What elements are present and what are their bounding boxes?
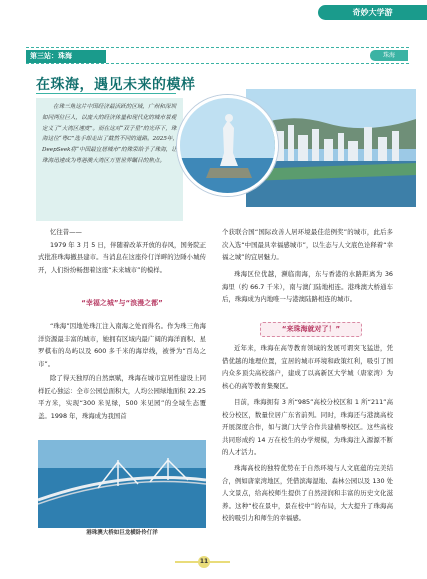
right-paragraph-3: 近年来，珠海在高等教育领域的发展可谓突飞猛进，凭借优越的地理位置，宜居的城市环境和政策红利，吸引了国内众多顶尖高校落户，建成了以高新区大学城（唐家湾）为核心的高等教育集聚区。	[222, 344, 393, 390]
right-paragraph-4: 目前，珠海拥有 3 所“985”高校分校区和 1 所“211”高校分校区，数量位居广东省前列。同时，珠海还与港澳高校开展深度合作，如与澳门大学合作共建横琴校区。这些高校共同形成约 14 万在校生的办学规模，为珠海注入源源不断的人才活力。	[222, 398, 393, 457]
article-title: 在珠海，遇见未来的模样	[36, 77, 196, 93]
left-paragraph-1: 1979 年 3 月 5 日，伴随着改革开放的春风，国务院正式批准珠海撤县建市。当消息在这座伶仃洋畔的边陲小城传开，人们纷纷畅想着这座“未来城市”的模样。	[38, 240, 206, 274]
left-paragraph-2: “珠海”因地处珠江注入南海之处而得名。作为珠三角海洋资源最丰富的城市，她拥有区域内最广阔的海洋面积、星罗棋布的岛屿以及 600 多千米的海岸线，被誉为“百岛之市”。	[38, 322, 206, 368]
page-number: 11	[198, 556, 210, 568]
intro-text: 在珠三角这片中国经济最活跃的区域，广州和深圳如同两位巨人，以庞大的经济体量和现代化的城市景观定义了“大湾区速度”。而在这对“双子星”的光环下，珠海这位“粤C”选手却走出了截然不同的道路。2025年，DeepSeek将“中国最宜居城市”的殊荣给予了珠海，让珠海迅速成为粤港澳大湾区万里世界瞩目的焦点。	[42, 104, 179, 164]
left-paragraph-lead	[38, 226, 206, 276]
right-paragraph-5: 珠海高校的独特优势在于自然环境与人文底蕴的完美结合，例如唐家湾地区，凭借滨海湿地、森林公园以及 130 处人文景点，给高校师生提供了自然浸润和丰富的历史文化滋养。这种“校在景中，景在校中”的布局，大大提升了珠海高校的吸引力和师生的幸福感。	[222, 464, 393, 523]
bridge-photo	[38, 440, 206, 528]
section-label: 第三站：珠海	[26, 50, 106, 63]
series-tag: 奇妙大学游	[318, 5, 427, 20]
section-right-tag: 珠海	[370, 50, 408, 61]
right-paragraph-1: 个获联合国“国际改善人居环境最佳范例奖”的城市，此后多次入选“中国最具幸福感城市”，以生态与人文底色诠释着“幸福之城”的宜居魅力。	[222, 228, 393, 262]
lead-phrase: 忆往昔——	[50, 228, 82, 236]
title-underline	[36, 93, 176, 94]
right-paragraph-2: 珠海区位优越，濒临南海，东与香港的水路距离为 36 海里（约 66.7 千米），南与澳门陆地相连。港珠澳大桥通车后，珠海成为内地唯一与港澳陆路相连的城市。	[222, 270, 393, 304]
statue-circle-photo	[177, 95, 278, 196]
right-subhead: “来珠海就对了！”	[260, 322, 362, 337]
bridge-photo-caption: 港珠澳大桥如巨龙横卧伶仃洋	[86, 530, 158, 536]
left-subhead: “幸福之城”与“浪漫之都”	[81, 299, 163, 307]
left-paragraph-3: 除了得天独厚的自然禀赋，珠海在城市宜居性建设上同样匠心独运：全市公园总面积大，人均公园绿地面积 22.25 平方米，实现“300 米见绿，500 米见园”的全域生态覆盖。1998 年，珠海成为我国首	[38, 374, 206, 420]
